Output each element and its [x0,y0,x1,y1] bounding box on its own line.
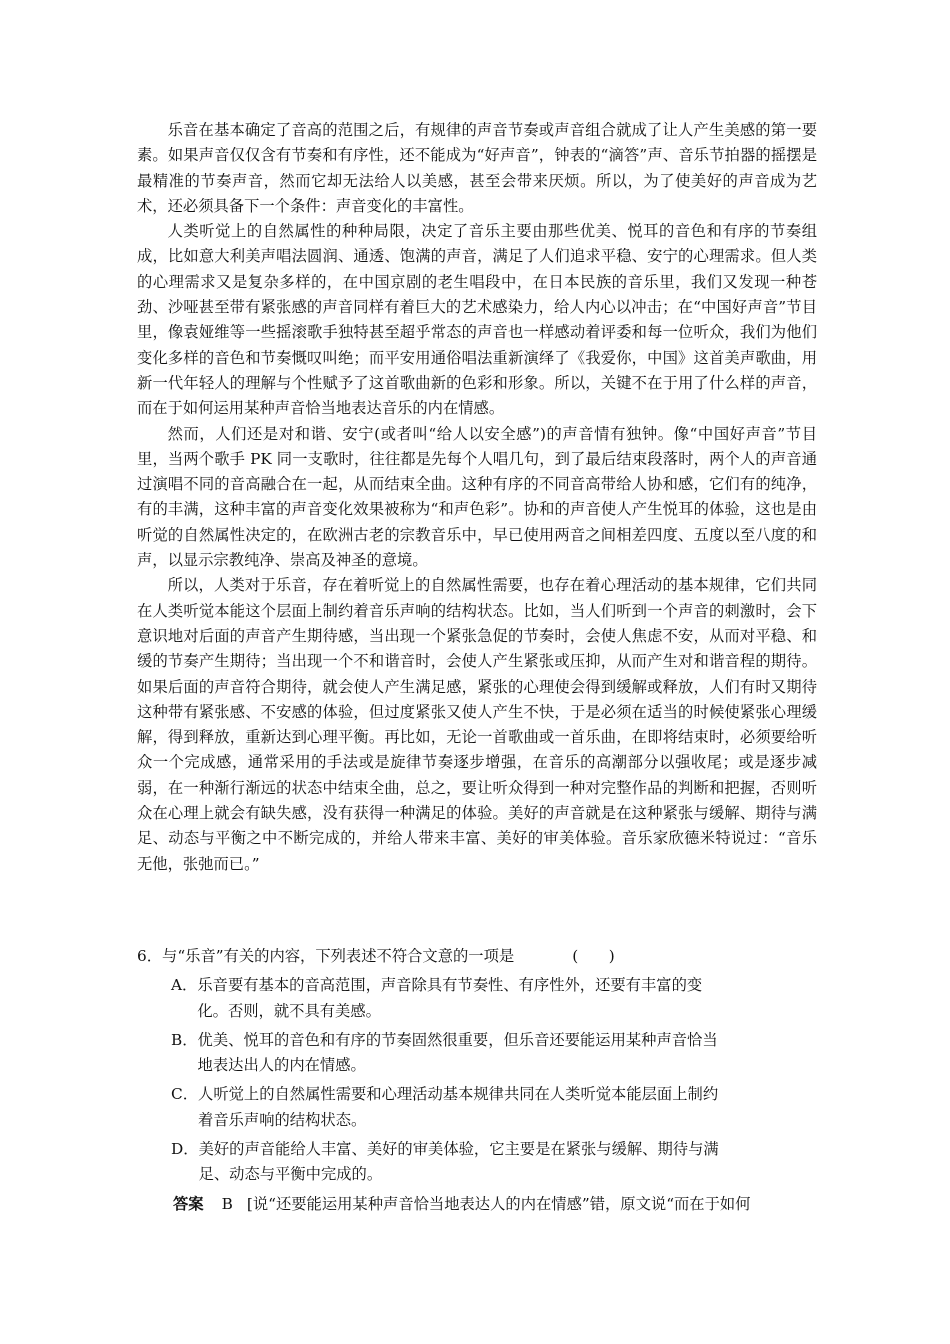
option-d [171,1137,731,1188]
question-stem [137,944,827,969]
passage-paragraph-3: 然而，人们还是对和谐、安宁(或者叫“给人以安全感”)的声音情有独钟。像“中国好声音”节目里，当两个歌手 PK 同一支歌时，往往都是先每个人唱几句，到了最后结束段落时，两个人的声音通过演唱不同的音高融合在一起，从而结束全曲。这种有序的不同音高带给人协和感，它们有的纯净，有的丰满，这种丰富的声音变化效果被称为“和声色彩”。协和的声音使人产生悦耳的体验，这也是由听觉的自然属性决定的，在欧洲古老的宗教音乐中，早已使用两音之间相差四度、五度以至八度的和声，以显示宗教纯净、崇高及神圣的意境。 [137,424,817,570]
option-a [171,973,731,1024]
option-text: 人听觉上的自然属性需要和心理活动基本规律共同在人类听觉本能层面上制约着音乐声响的结构状态。 [198,1085,719,1129]
option-letter: D． [171,1140,199,1159]
option-c [171,1082,731,1133]
option-text: 美好的声音能给人丰富、美好的审美体验，它主要是在紧张与缓解、期待与满足、动态与平衡中完成的。 [198,1140,719,1184]
option-letter: A． [171,976,198,995]
answer-line [173,1192,827,1217]
question-stem-text: 6．与“乐音”有关的内容，下列表述不符合文意的一项是 [137,947,515,965]
answer-label: 答案 [173,1194,204,1213]
answer-explanation: [说“还要能运用某种声音恰当地表达人的内在情感”错，原文说“而在于如何 [246,1194,751,1213]
option-b [171,1028,731,1079]
passage-paragraph-2: 人类听觉上的自然属性的种种局限，决定了音乐主要由那些优美、悦耳的音色和有序的节奏组成，比如意大利美声唱法圆润、通透、饱满的声音，满足了人们追求平稳、安宁的心理需求。但人类的心理需求又是复杂多样的，在中国京剧的老生唱段中，在日本民族的音乐里，我们又发现一种苍劲、沙哑甚至带有紧张感的声音同样有着巨大的艺术感染力，给人内心以冲击；在“中国好声音”节目里，像袁娅维等一些摇滚歌手独特甚至超乎常态的声音也一样感动着评委和每一位听众，我们为他们变化多样的音色和节奏慨叹叫绝；而平安用通俗唱法重新演绎了《我爱你，中国》这首美声歌曲，用新一代年轻人的理解与个性赋予了这首歌曲新的色彩和形象。所以，关键不在于用了什么样的声音，而在于如何运用某种声音恰当地表达音乐的内在情感。 [137,222,817,418]
option-text: 乐音要有基本的音高范围，声音除具有节奏性、有序性外，还要有丰富的变化。否则，就不具有美感。 [197,976,703,1020]
question-6 [137,944,827,1217]
option-letter: C． [171,1085,199,1104]
passage [137,118,817,877]
passage-paragraph-1: 乐音在基本确定了音高的范围之后，有规律的声音节奏或声音组合就成了让人产生美感的第一要素。如果声音仅仅含有节奏和有序性，还不能成为“好声音”，钟表的“滴答”声、音乐节拍器的摇摆是最精准的节奏声音，然而它却无法给人以美感，甚至会带来厌烦。所以，为了使美好的声音成为艺术，还必须具备下一个条件：声音变化的丰富性。 [137,121,817,215]
option-letter: B． [171,1030,198,1049]
option-text: 优美、悦耳的音色和有序的节奏固然很重要，但乐音还要能运用某种声音恰当地表达出人的内在情感。 [197,1030,718,1075]
passage-paragraph-4: 所以，人类对于乐音，存在着听觉上的自然属性需要，也存在着心理活动的基本规律，它们共同在人类听觉本能这个层面上制约着音乐声响的结构状态。比如，当人们听到一个声音的刺激时，会下意识地对后面的声音产生期待感，当出现一个紧张急促的节奏时，会使人焦虑不安，从而对平稳、和缓的节奏产生期待；当出现一个不和谐音时，会使人产生紧张或压抑，从而产生对和谐音程的期待。如果后面的声音符合期待，就会使人产生满足感，紧张的心理使会得到缓解或释放，人们有时又期待这种带有紧张感、不安感的体验，但过度紧张又使人产生不快，于是必须在适当的时候使紧张心理缓解，得到释放，重新达到心理平衡。再比如，无论一首歌曲或一首乐曲，在即将结束时，必须要给听众一个完成感，通常采用的手法或是旋律节奏逐步增强，在音乐的高潮部分以强收尾；或是逐步减弱，在一种渐行渐远的状态中结束全曲，总之，要让听众得到一种对完整作品的判断和把握，否则听众在心理上就会有缺失感，没有获得一种满足的体验。美好的声音就是在这种紧张与缓解、期待与满足、动态与平衡之中不断完成的，并给人带来丰富、美好的审美体验。音乐家欣德米特说过：“音乐无他，张弛而已。” [137,576,817,873]
answer-parentheses: ( ) [572,947,615,965]
answer-letter: B [221,1194,233,1213]
